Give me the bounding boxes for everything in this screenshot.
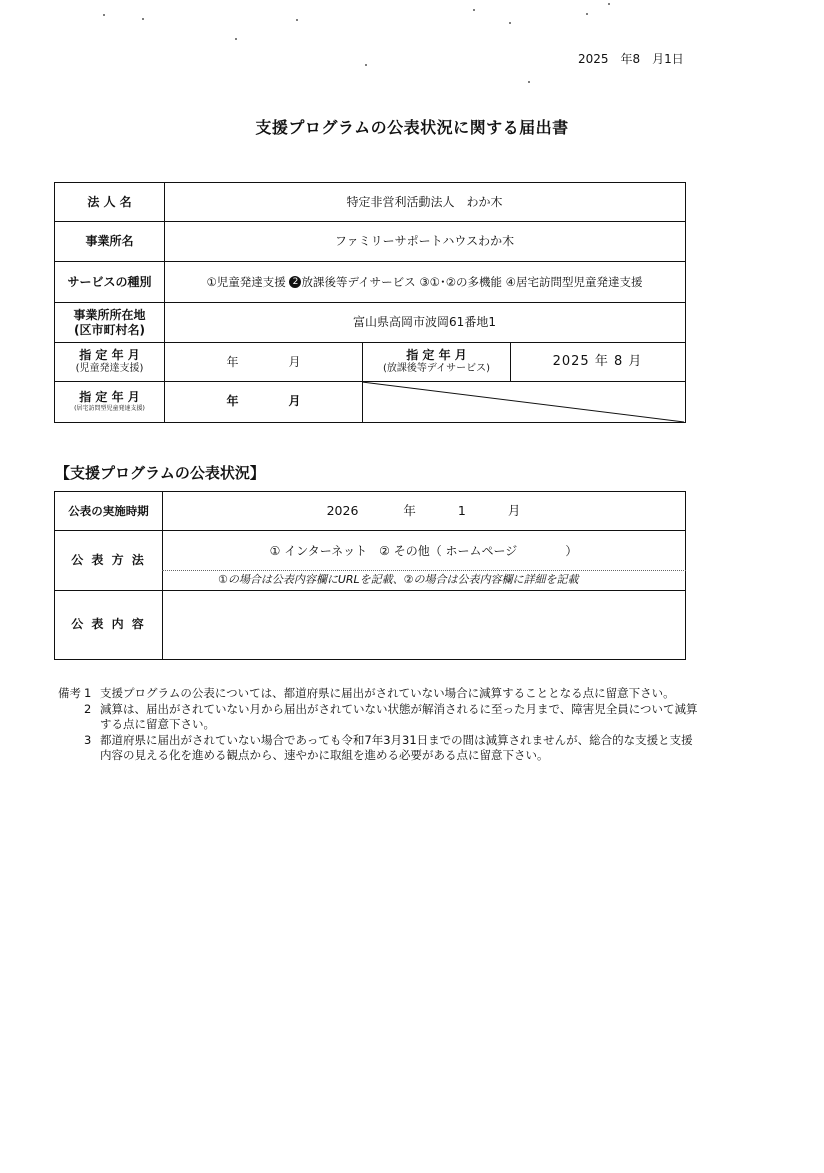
scan-speck — [509, 22, 511, 24]
designated-date-after-school-label — [363, 343, 510, 381]
remark-text: 減算は、届出がされていない月から届出がされていない状態が解消されるに至った月まで、障害児全員について減算する点に留意下さい。 — [100, 701, 698, 732]
document-date: 2025 年8 月1日 — [578, 52, 684, 66]
office-name-value: ファミリーサポートハウスわか木 — [334, 234, 515, 248]
service-type-option-2: 放課後等デイサービス — [301, 274, 416, 289]
designated-date-label: 指 定 年 月 — [79, 348, 140, 363]
service-type-selected-mark: 2 — [289, 276, 301, 288]
remarks-label: 備考 — [58, 686, 81, 700]
timing-year: 2026 — [326, 503, 359, 519]
designated-child-dev-year: 年 — [226, 354, 239, 369]
scan-speck — [142, 18, 144, 20]
designated-after-school-value: 2025 年 8 月 — [552, 353, 643, 369]
designated-home-visit-year: 年 — [226, 394, 239, 408]
address-label-line1: 事業所所在地 — [73, 307, 146, 322]
content-label: 公 表 内 容 — [71, 617, 146, 631]
corp-name-value: 特定非営利活動法人 わか木 — [346, 194, 503, 209]
designated-date-sub-child-dev: (児童発達支援) — [75, 363, 144, 375]
document-title: 支援プログラムの公表状況に関する届出書 — [255, 118, 569, 137]
designated-home-visit-value — [165, 382, 362, 421]
scan-speck — [365, 64, 367, 66]
scan-speck — [473, 9, 475, 11]
scan-speck — [103, 14, 105, 16]
content-value — [163, 591, 684, 658]
method-note: ①の場合は公表内容欄にURLを記載、②の場合は公表内容欄に詳細を記載 — [218, 573, 579, 586]
timing-value — [163, 492, 684, 530]
timing-label: 公表の実施時期 — [68, 503, 149, 518]
timing-year-unit: 年 — [403, 503, 416, 519]
designated-date-sub-home-visit: (居宅訪問型児童発達支援) — [74, 405, 145, 413]
diagonal-strike-line — [362, 381, 686, 423]
scan-speck — [235, 38, 237, 40]
timing-month: 1 — [457, 503, 466, 519]
method-value: ① インターネット ② その他（ ホームページ ） — [269, 543, 578, 558]
service-type-option-3: ③①･②の多機能 — [419, 274, 503, 289]
designated-date-home-visit-label — [55, 382, 164, 421]
scan-speck — [608, 3, 610, 5]
corp-name-label: 法 人 名 — [87, 194, 132, 209]
scan-speck — [296, 19, 298, 21]
service-type-option-4: ④居宅訪問型児童発達支援 — [505, 274, 643, 289]
designated-date-label: 指 定 年 月 — [79, 390, 140, 405]
scan-speck — [586, 13, 588, 15]
remark-number: 2 — [84, 701, 92, 716]
designated-child-dev-month: 月 — [288, 354, 301, 369]
office-name-label: 事業所名 — [85, 234, 134, 248]
designated-home-visit-month: 月 — [288, 394, 301, 408]
remark-text: 支援プログラムの公表については、都道府県に届出がされていない場合に減算することとなる点に留意下さい。 — [100, 686, 675, 700]
timing-month-unit: 月 — [507, 503, 521, 519]
service-type-label: サービスの種別 — [67, 274, 152, 289]
service-type-options — [165, 262, 684, 302]
address-label — [55, 303, 164, 342]
designated-date-sub-after-school: (放課後等デイサービス) — [382, 363, 491, 375]
designated-date-label: 指 定 年 月 — [406, 348, 467, 363]
remark-item — [58, 686, 698, 702]
remark-item — [58, 702, 698, 733]
service-type-option-1: ①児童発達支援 — [206, 274, 286, 289]
address-value: 富山県高岡市波岡61番地1 — [353, 315, 496, 329]
scan-speck — [528, 81, 530, 83]
designated-child-dev-value — [165, 343, 362, 381]
designated-date-child-dev-label — [55, 343, 164, 381]
remark-item — [58, 733, 698, 764]
section-title: 【支援プログラムの公表状況】 — [55, 464, 265, 482]
remark-text: 都道府県に届出がされていない場合であっても令和7年3月31日までの間は減算されませんが、総合的な支援と支援内容の見える化を進める観点から、速やかに取組を進める必要がある点に留意下さい。 — [100, 732, 693, 763]
remark-number: 3 — [84, 732, 92, 747]
method-label: 公 表 方 法 — [71, 553, 146, 567]
remarks — [58, 686, 698, 764]
remark-number: 1 — [84, 686, 92, 700]
address-label-line2: (区市町村名) — [74, 322, 145, 337]
